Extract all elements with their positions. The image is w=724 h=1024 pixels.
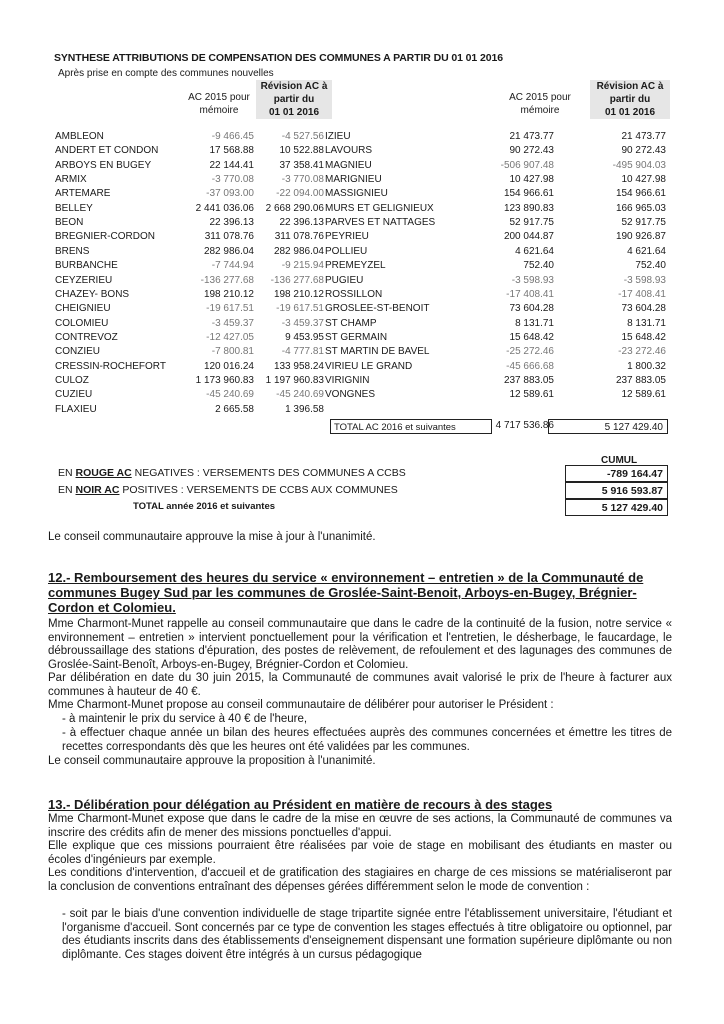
table-row [0,159,724,173]
cumul-total: 5 127 429.40 [565,499,668,516]
revision-value: -23 272.46 [618,346,666,358]
section-12-heading: 12.- Remboursement des heures du service « environnement – entretien » de la Communauté de communes Bugey Sud par les communes de Groslée-Saint-Benoit, Arboys-en-Bugey, Brégnier-Cordon et Colomieu. [48,570,644,615]
section-12-p4: Le conseil communautaire approuve la proposition à l'unanimité. [48,755,376,767]
ac2015-value: 12 589.61 [509,389,554,401]
commune-name: ARTEMARE [55,188,111,200]
commune-name: PEYRIEU [325,231,369,243]
commune-name: CONTREVOZ [55,331,118,343]
total-revision: 5 127 429.40 [548,419,668,434]
ac2015-value: -7 744.94 [211,260,254,272]
commune-name: BREGNIER-CORDON [55,231,156,243]
section-13-bullet-1: - soit par le biais d'une convention individuelle de stage tripartite signée entre l'établissement universitaire, l'étudiant et l'organisme d'accueil. Sont concernés par ce type de convention les stages effectués à titre obligatoire ou optionnel, par des étudiants inscrits dans des établissements d'enseignement dispensant une formation supérieure diplômante ou non diplômante. Ces stages doivent être intégrés à un cursus pédagogique [62,908,672,961]
table-row [0,388,724,402]
ac2015-value: 120 016.24 [203,360,254,372]
commune-name: ANDERT ET CONDON [55,145,159,157]
table-row [0,274,724,288]
revision-value: -136 277.68 [270,274,324,286]
revision-value: -19 617.51 [276,303,324,315]
revision-value: 1 197 960.83 [265,374,324,386]
ac2015-value: 282 986.04 [203,245,254,257]
revision-value: 133 958.24 [273,360,324,372]
commune-name: ARMIX [55,174,87,186]
commune-name: ROSSILLON [325,288,383,300]
ac2015-value: -45 240.69 [206,389,254,401]
commune-name: POLLIEU [325,245,368,257]
commune-name: CEYZERIEU [55,274,113,286]
ac2015-value: -9 466.45 [211,131,254,142]
commune-name: PREMEYZEL [325,260,386,272]
table-row [0,216,724,230]
ac2015-value: 752.40 [523,260,554,272]
ac2015-value: 311 078.76 [204,231,254,243]
table-row [0,403,724,417]
table-row [0,173,724,187]
legend-positive: EN NOIR AC POSITIVES : VERSEMENTS DE CCBS AUX COMMUNES [58,484,398,496]
revision-value: 15 648.42 [621,331,666,343]
revision-value: 90 272.43 [621,145,666,157]
revision-value: 198 210.12 [273,288,324,300]
ac2015-value: -45 666.68 [506,360,554,372]
commune-name: IZIEU [325,131,351,142]
commune-name: AMBLEON [55,131,104,142]
revision-value: -22 094.00 [276,188,324,200]
commune-name: BELLEY [55,202,93,214]
synthese-subtitle: Après prise en compte des communes nouvelles [58,68,274,79]
ac2015-value: -506 907.48 [500,159,554,171]
revision-value: -3 598.93 [623,274,666,286]
table-row [0,374,724,388]
ac2015-value: 22 396.13 [209,217,254,229]
revision-value: 2 668 290.06 [265,202,324,214]
ac2015-value: 17 568.88 [209,145,254,157]
revision-value: -3 770.08 [281,174,324,186]
commune-name: MURS ET GELIGNIEUX [325,202,434,214]
col-header-ac2015-right: AC 2015 pour mémoire [509,92,571,116]
revision-value: 311 078.76 [274,231,324,243]
ac2015-value: -3 598.93 [511,274,554,286]
ac2015-value: 22 144.41 [209,159,254,171]
table-row [0,317,724,331]
section-12-p3: Mme Charmont-Munet propose au conseil communautaire de délibérer pour autoriser le Président : [48,699,554,711]
table-row [0,302,724,316]
ac2015-value: 237 883.05 [503,374,554,386]
ac2015-value: -136 277.68 [200,274,254,286]
revision-value: 8 131.71 [627,317,666,329]
table-row [0,288,724,302]
ac2015-value: -17 408.41 [506,288,554,300]
col-header-ac2015-left: AC 2015 pour mémoire [188,92,250,116]
approval-text-1: Le conseil communautaire approuve la mise à jour à l'unanimité. [48,531,376,543]
ac2015-value: 21 473.77 [509,131,554,142]
revision-value: 22 396.13 [279,217,324,229]
legend-negative: EN ROUGE AC NEGATIVES : VERSEMENTS DES COMMUNES A CCBS [58,467,406,479]
commune-name: ST CHAMP [325,317,377,329]
table-row [0,130,724,144]
table-row [0,202,724,216]
ac2015-value: 10 427.98 [509,174,554,186]
commune-name: COLOMIEU [55,317,109,329]
ac2015-value: -37 093.00 [206,188,254,200]
ac2015-value: 8 131.71 [515,317,554,329]
table-row [0,245,724,259]
section-13-p3: Les conditions d'intervention, d'accueil et de gratification des stagiaires en charge de ces missions se matérialiseront par la conclusion de conventions entraînant des dépenses gérées différemment selon le mode de convention : [48,867,672,893]
commune-name: ARBOYS EN BUGEY [55,159,152,171]
section-12-p1: Mme Charmont-Munet rappelle au conseil communautaire que dans le cadre de la continuité de la fusion, notre service « environnement – entretien » intervient ponctuellement pour la vérification et l'entretien, le désherbage, le faucardage, le débroussaillage des stations d'épuration, des postes de relèvement, de refoulement et des lagunages des communes de Groslée-Saint-Benoît, Arboys-en-Bugey, Brégnier-Cordon et Colomieu. [48,618,672,671]
ac2015-value: 73 604.28 [509,303,554,315]
table-row [0,360,724,374]
commune-name: BRENS [55,245,90,257]
ac2015-value: 200 044.87 [503,231,554,243]
ac2015-value: 2 441 036.06 [195,202,254,214]
table-row [0,230,724,244]
commune-name: VIRIGNIN [325,374,370,386]
commune-name: PUGIEU [325,274,364,286]
section-13-p2: Elle explique que ces missions pourraient être réalisées par voie de stage en mobilisant des étudiants en master ou écoles d'ingénieurs par exemple. [48,840,672,866]
commune-name: CONZIEU [55,346,100,358]
ac2015-value: 90 272.43 [509,145,554,157]
cumul-positive: 5 916 593.87 [565,482,668,499]
ac2015-value: 4 621.64 [515,245,554,257]
col-header-revision-left: Révision AC à partir du 01 01 2016 [256,80,332,119]
ac2015-value: -3 770.08 [211,174,254,186]
ac2015-value: -7 800.81 [211,346,254,358]
section-12-bullet-2: - à effectuer chaque année un bilan des heures effectuées auprès des communes concernées et émettre les titres de recettes correspondants dès que les heures ont été validées par les communes. [62,727,672,753]
ac2015-value: 123 890.83 [503,202,554,214]
revision-value: -4 777.81 [281,346,324,358]
revision-value: 1 396.58 [285,403,324,415]
commune-name: VIRIEU LE GRAND [325,360,413,372]
revision-value: 4 621.64 [627,245,666,257]
commune-name: MARIGNIEU [325,174,382,186]
revision-value: 73 604.28 [621,303,666,315]
synthese-title: SYNTHESE ATTRIBUTIONS DE COMPENSATION DES COMMUNES A PARTIR DU 01 01 2016 [54,52,503,64]
table-row [0,187,724,201]
table-row [0,259,724,273]
revision-value: 166 965.03 [615,202,666,214]
section-12-p2: Par délibération en date du 30 juin 2015, la Communauté de communes avait valorisé le prix de l'heure à facturer aux communes à hauteur de 40 €. [48,672,672,698]
revision-value: 190 926.87 [615,231,666,243]
ac2015-value: 1 173 960.83 [195,374,254,386]
revision-value: -3 459.37 [281,317,324,329]
commune-name: CHAZEY- BONS [55,288,130,300]
commune-name: CHEIGNIEU [55,303,111,315]
commune-name: MASSIGNIEU [325,188,388,200]
commune-name: VONGNES [325,389,376,401]
commune-name: CUZIEU [55,389,93,401]
revision-value: 237 883.05 [615,374,666,386]
table-row [0,345,724,359]
section-12-bullet-1: - à maintenir le prix du service à 40 € de l'heure, [62,713,308,725]
ac2015-value: -19 617.51 [206,303,254,315]
revision-value: 37 358.41 [279,159,324,171]
revision-value: 10 427.98 [621,174,666,186]
revision-value: 282 986.04 [273,245,324,257]
revision-value: 12 589.61 [621,389,666,401]
col-header-revision-right: Révision AC à partir du 01 01 2016 [590,80,670,119]
ac2015-value: 154 966.61 [503,188,554,200]
commune-name: BEON [55,217,84,229]
revision-value: 1 800.32 [627,360,666,372]
ac2015-value: 15 648.42 [509,331,554,343]
revision-value: 10 522.88 [279,145,324,157]
revision-value: 9 453.95 [285,331,324,343]
commune-name: LAVOURS [325,145,373,157]
commune-name: CULOZ [55,374,89,386]
revision-value: -45 240.69 [276,389,324,401]
revision-value: 752.40 [635,260,666,272]
commune-name: MAGNIEU [325,159,372,171]
revision-value: 21 473.77 [621,131,666,142]
ac2015-value: -3 459.37 [211,317,254,329]
commune-name: ST GERMAIN [325,331,388,343]
table-row [0,144,724,158]
total-ac2015: 4 717 536.86 [495,420,554,431]
ac2015-value: 52 917.75 [509,217,554,229]
section-13-p1: Mme Charmont-Munet expose que dans le cadre de la mise en œuvre de ses actions, la Communauté de communes va inscrire des crédits afin de mener des missions ponctuelles d'appui. [48,813,672,839]
revision-value: 154 966.61 [615,188,666,200]
cumul-negative: -789 164.47 [565,465,668,482]
revision-value: -495 904.03 [612,159,666,171]
commune-name: FLAXIEU [55,403,97,415]
ac2015-value: 2 665.58 [215,403,254,415]
commune-name: PARVES ET NATTAGES [325,217,436,229]
section-13-heading: 13.- Délibération pour délégation au Président en matière de recours à des stages [48,797,553,812]
commune-name: BURBANCHE [55,260,118,272]
ac2015-value: -12 427.05 [206,331,254,343]
revision-value: -9 215.94 [281,260,324,272]
ac2015-value: 198 210.12 [203,288,254,300]
table-row [0,331,724,345]
cumul-label: CUMUL [601,455,638,466]
revision-value: -4 527.56 [281,131,324,142]
ac2015-value: -25 272.46 [506,346,554,358]
commune-name: GROSLEE-ST-BENOIT [325,303,430,315]
revision-value: 52 917.75 [621,217,666,229]
revision-value: -17 408.41 [618,288,666,300]
legend-total: TOTAL année 2016 et suivantes [133,501,276,512]
commune-name: CRESSIN-ROCHEFORT [55,360,166,372]
total-label: TOTAL AC 2016 et suivantes [330,419,492,434]
commune-name: ST MARTIN DE BAVEL [325,346,430,358]
